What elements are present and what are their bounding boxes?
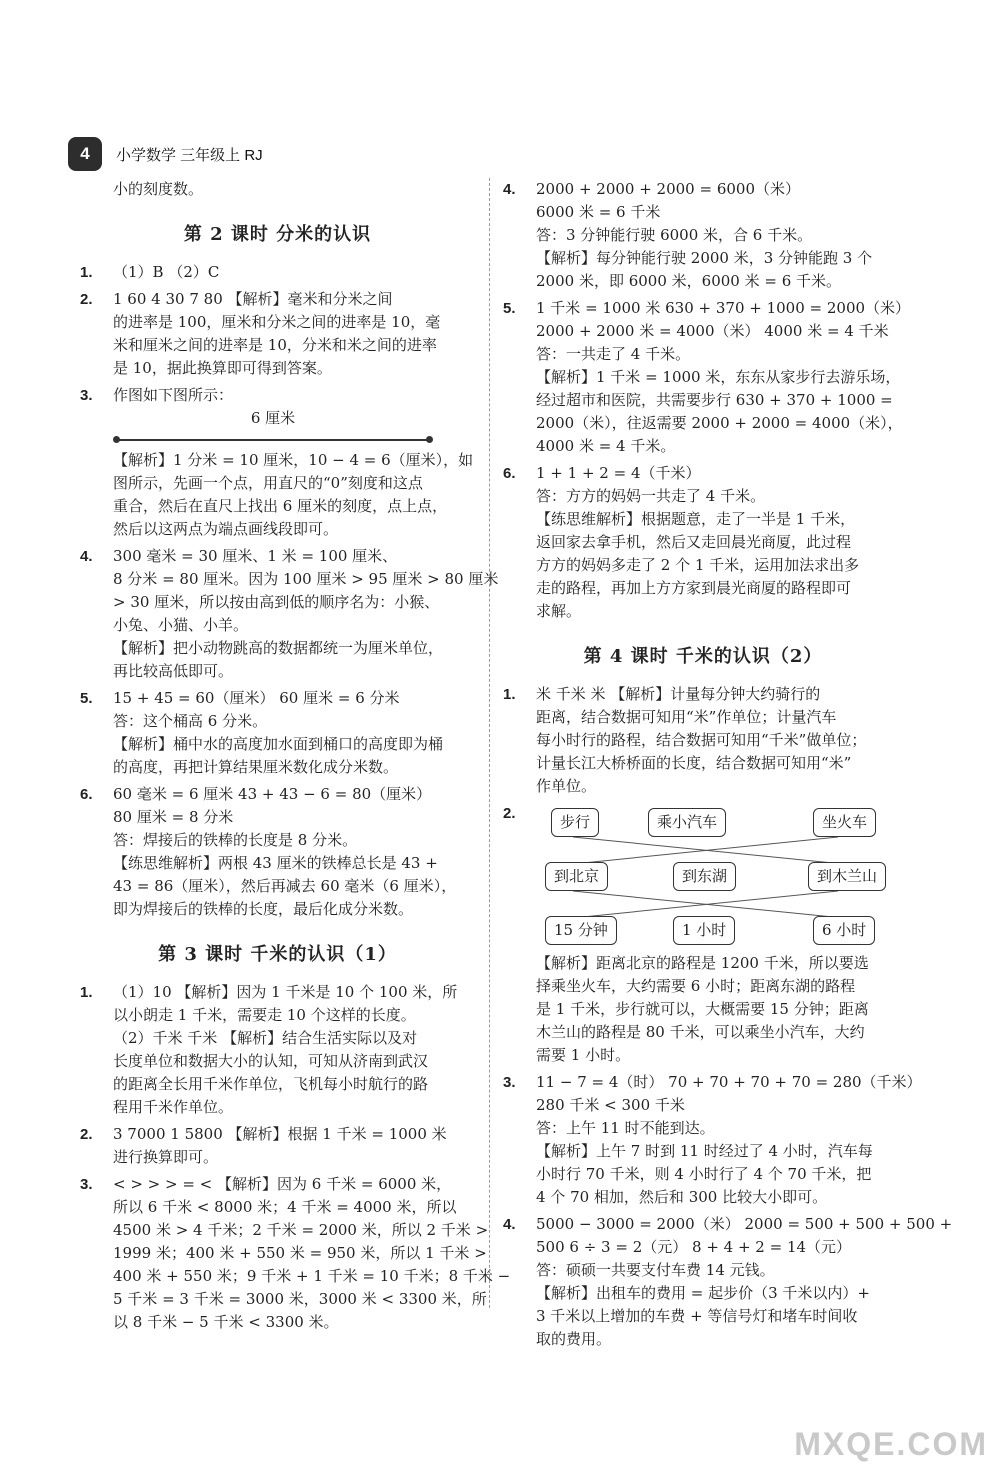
answer-line: [503, 1117, 903, 1140]
answer-line: [80, 568, 499, 591]
line-text: 小兔、小猫、小羊。: [113, 616, 249, 634]
line-text: 2000 + 2000 + 2000 = 6000（米）: [536, 180, 801, 198]
line-text: 【练思维解析】两根 43 厘米的铁棒总长是 43 +: [113, 854, 438, 872]
line-text: 2000 米，即 6000 米，6000 米 = 6 千米。: [536, 272, 842, 290]
answer-line: [80, 1219, 489, 1242]
answer-line-numbered: [80, 288, 475, 311]
answer-line-numbered: [503, 462, 903, 485]
line-text: 方方的妈妈多走了 2 个 1 千米，运用加法求出多: [536, 556, 860, 574]
line-text: 程用千米作单位。: [113, 1098, 234, 1116]
question-number: 3.: [80, 1176, 93, 1193]
answer-line: [503, 706, 903, 729]
answer-line: [80, 1050, 475, 1073]
answer-line: [80, 311, 475, 334]
answer-line: [503, 270, 903, 293]
line-text: 答：这个桶高 6 分米。: [113, 712, 268, 730]
column-divider: [489, 178, 490, 1308]
line-text: 求解。: [536, 602, 582, 620]
section-title: 第 4 课时 千米的认识（2）: [583, 646, 823, 667]
question-number: 2.: [503, 805, 516, 822]
line-text: 500 6 ÷ 3 = 2（元） 8 + 4 + 2 = 14（元）: [536, 1238, 852, 1256]
diagram-box: 乘小汽车: [648, 808, 726, 837]
diagram-box: 坐火车: [813, 808, 876, 837]
answer-line-numbered: [80, 687, 475, 710]
line-text: 【解析】1 千米 = 1000 米，东东从家步行去游乐场，: [536, 368, 901, 386]
line-text: 【解析】上午 7 时到 11 时经过了 4 小时，汽车每: [536, 1142, 873, 1160]
answer-line: [503, 389, 903, 412]
line-text: 计量长江大桥桥面的长度，结合数据可知用“米”: [536, 754, 852, 772]
line-text: 长度单位和数据大小的认知，可知从济南到武汉: [113, 1052, 429, 1070]
line-text: 返回家去拿手机，然后又走回晨光商厦，此过程: [536, 533, 852, 551]
line-text: 经过超市和医院，共需要步行 630 + 370 + 1000 =: [536, 391, 893, 409]
line-text: 答：方方的妈妈一共走了 4 千米。: [536, 487, 766, 505]
question-number: 1.: [80, 264, 93, 281]
answer-line: [503, 485, 903, 508]
answer-line-numbered: [503, 178, 903, 201]
line-text: 答：硕硕一共要支付车费 14 元钱。: [536, 1261, 775, 1279]
line-text: 1 60 4 30 7 80 【解析】毫米和分米之间: [113, 290, 393, 308]
question-number: 5.: [503, 300, 516, 317]
line-text: 1 + 1 + 2 = 4（千米）: [536, 464, 701, 482]
line-text: 即为焊接后的铁棒的长度，最后化成分米数。: [113, 900, 414, 918]
line-text: 280 千米 < 300 千米: [536, 1096, 685, 1114]
line-text: 11 − 7 = 4（时） 70 + 70 + 70 + 70 = 280（千米）: [536, 1073, 922, 1091]
line-text: 米和厘米之间的进率是 10，分米和米之间的进率: [113, 336, 437, 354]
line-text: 3 千米以上增加的车费 + 等信号灯和堵车时间收: [536, 1307, 858, 1325]
line-text: 答：焊接后的铁棒的长度是 8 分米。: [113, 831, 358, 849]
answer-line-numbered: [80, 384, 475, 407]
line-text: 1999 米；400 米 + 550 米 = 950 米，所以 1 千米 >: [113, 1244, 487, 1262]
answer-line: [80, 1311, 475, 1334]
line-text: 1 千米 = 1000 米 630 + 370 + 1000 = 2000（米）: [536, 299, 911, 317]
line-text: 【练思维解析】根据题意，走了一半是 1 千米，: [536, 510, 856, 528]
answer-line: [503, 366, 903, 389]
line-text: 然后以这两点为端点画线段即可。: [113, 520, 339, 538]
line-text: 小时行 70 千米，则 4 小时行了 4 个 70 千米，把: [536, 1165, 872, 1183]
answer-line: [503, 1282, 903, 1305]
question-number: 5.: [80, 690, 93, 707]
diagram-box: 到北京: [545, 862, 608, 891]
question-number: 3.: [80, 387, 93, 404]
page-header: [68, 134, 263, 174]
left-column: [80, 178, 511, 1334]
diagram-box: 到东湖: [673, 862, 736, 891]
line-text: 重合，然后在直尺上找出 6 厘米的刻度，点上点，: [113, 497, 448, 515]
line-text: 300 毫米 = 30 厘米、1 米 = 100 厘米、: [113, 547, 398, 565]
line-text: 进行换算即可。: [113, 1148, 219, 1166]
answer-line: [503, 435, 903, 458]
answer-line: [80, 637, 475, 660]
answer-line-numbered: [503, 1213, 953, 1236]
ruler-label: 6 厘米: [250, 409, 296, 427]
line-text: 图所示，先画一个点，用直尺的“0”刻度和这点: [113, 474, 423, 492]
answer-line: [80, 449, 475, 472]
line-text: 60 毫米 = 6 厘米 43 + 43 − 6 = 80（厘米）: [113, 785, 432, 803]
line-text: 所以 6 千米 < 8000 米；4 千米 = 4000 米，所以: [113, 1198, 457, 1216]
answer-line: [503, 1163, 903, 1186]
answer-line: [503, 600, 903, 623]
answer-line: [80, 1096, 475, 1119]
line-text: 【解析】距离北京的路程是 1200 千米，所以要选: [536, 954, 869, 972]
line-text: 答：3 分钟能行驶 6000 米，合 6 千米。: [536, 226, 813, 244]
line-segment-figure: [113, 429, 433, 449]
diagram-box: 1 小时: [673, 916, 735, 945]
answer-line: [80, 898, 475, 921]
line-text: 小的刻度数。: [113, 180, 204, 198]
answer-line: [503, 752, 903, 775]
line-text: 以 8 千米 − 5 千米 < 3300 米。: [113, 1313, 339, 1331]
line-text: 【解析】出租车的费用 = 起步价（3 千米以内）+: [536, 1284, 870, 1302]
line-text: 木兰山的路程是 80 千米，可以乘坐小汽车，大约: [536, 1023, 865, 1041]
section-title: 第 2 课时 分米的认识: [183, 224, 372, 245]
line-text: 43 = 86（厘米），然后再减去 60 毫米（6 厘米），: [113, 877, 457, 895]
answer-line: [80, 1265, 511, 1288]
section-title: 第 3 课时 千米的认识（1）: [158, 944, 397, 965]
answer-line: [80, 495, 475, 518]
line-text: 作单位。: [536, 777, 597, 795]
line-text: 2000 + 2000 米 = 4000（米） 4000 米 = 4 千米: [536, 322, 889, 340]
answer-line: [80, 660, 475, 683]
line-text: 答：一共走了 4 千米。: [536, 345, 691, 363]
answer-line: [503, 577, 903, 600]
answer-line-numbered: [80, 261, 475, 284]
diagram-box: 步行: [551, 808, 599, 837]
line-text: 走的路程，再加上方方家到晨光商厦的路程即可: [536, 579, 852, 597]
question-number: 6.: [503, 465, 516, 482]
answer-line: [503, 1328, 903, 1351]
answer-line: [503, 1044, 903, 1067]
answer-line-numbered: [80, 545, 475, 568]
line-text: 答：上午 11 时不能到达。: [536, 1119, 715, 1137]
answer-line: [503, 998, 903, 1021]
answer-line: [80, 1027, 475, 1050]
answer-line: [503, 554, 903, 577]
line-text: 再比较高低即可。: [113, 662, 234, 680]
answer-line: [80, 1196, 475, 1219]
line-text: 4000 米 = 4 千米。: [536, 437, 676, 455]
answer-line: [503, 1094, 903, 1117]
right-column: [503, 178, 953, 1351]
line-text: > 30 厘米，所以按由高到低的顺序名为：小猴、: [113, 593, 440, 611]
answer-line-numbered: [503, 683, 903, 706]
answer-line: [80, 733, 475, 756]
answer-line: [80, 472, 475, 495]
answer-line: [503, 320, 903, 343]
answer-line-numbered: [80, 783, 475, 806]
answer-line: [503, 224, 903, 247]
answer-line: [503, 1236, 903, 1259]
answer-line: [80, 829, 475, 852]
diagram-box: 6 小时: [813, 916, 875, 945]
book-title: 小学数学 三年级上 RJ: [116, 146, 263, 164]
line-text: 以小朗走 1 千米，需要走 10 个这样的长度。: [113, 1006, 416, 1024]
line-text: 是 1 千米，步行就可以，大概需要 15 分钟；距离: [536, 1000, 869, 1018]
line-text: 6000 米 = 6 千米: [536, 203, 661, 221]
answer-line: [80, 710, 475, 733]
line-text: （1）10 【解析】因为 1 千米是 10 个 100 米，所: [113, 983, 458, 1001]
answer-line: [80, 806, 475, 829]
question-number: 4.: [503, 181, 516, 198]
line-text: 是 10，据此换算即可得到答案。: [113, 359, 332, 377]
line-text: 的高度，再把计算结果厘米数化成分米数。: [113, 758, 399, 776]
line-text: 2000（米），往返需要 2000 + 2000 = 4000（米），: [536, 414, 903, 432]
line-text: 15 + 45 = 60（厘米） 60 厘米 = 6 分米: [113, 689, 400, 707]
line-text: 5000 − 3000 = 2000（米） 2000 = 500 + 500 + 500 +: [536, 1215, 953, 1233]
answer-line: [503, 343, 903, 366]
question-number: 6.: [80, 786, 93, 803]
answer-line: [503, 531, 903, 554]
answer-line: [80, 875, 475, 898]
question-number: 2.: [80, 291, 93, 308]
matching-diagram: [533, 802, 893, 952]
answer-line: [80, 1146, 475, 1169]
answer-line: [503, 201, 903, 224]
answer-line: [80, 1073, 475, 1096]
line-text: （2）千米 千米 【解析】结合生活实际以及对: [113, 1029, 418, 1047]
line-text: 需要 1 小时。: [536, 1046, 631, 1064]
answer-line: [503, 1259, 903, 1282]
line-text: 400 米 + 550 米；9 千米 + 1 千米 = 10 千米；8 千米 −: [113, 1267, 511, 1285]
line-text: 5 千米 = 3 千米 = 3000 米，3000 米 < 3300 米，所: [113, 1290, 487, 1308]
answer-line: [80, 1288, 487, 1311]
question-number: 4.: [503, 1216, 516, 1233]
answer-line: [503, 1021, 903, 1044]
diagram-box: 15 分钟: [545, 916, 617, 945]
answer-line: [80, 1004, 475, 1027]
line-text: 的进率是 100，厘米和分米之间的进率是 10，毫: [113, 313, 441, 331]
answer-line: [503, 1305, 903, 1328]
answer-line: [80, 178, 475, 201]
answer-line-numbered: [80, 1123, 475, 1146]
page-number: 4: [68, 137, 102, 171]
answer-line: [503, 775, 903, 798]
answer-line-numbered: [80, 1173, 475, 1196]
answer-line: [503, 1186, 903, 1209]
question-number: 1.: [503, 686, 516, 703]
line-text: 作图如下图所示：: [113, 386, 234, 404]
answer-line-numbered: [503, 297, 911, 320]
answer-line: [503, 247, 903, 270]
answer-line: [503, 508, 903, 531]
line-text: 距离，结合数据可知用“米”作单位；计量汽车: [536, 708, 837, 726]
question-number: 1.: [80, 984, 93, 1001]
answer-line: [503, 412, 903, 435]
watermark: MXQE.COM: [794, 1426, 988, 1462]
answer-line: [80, 852, 475, 875]
answer-line: [80, 756, 475, 779]
question-number: 2.: [80, 1126, 93, 1143]
answer-line: [503, 1140, 903, 1163]
line-text: < > > > = < 【解析】因为 6 千米 = 6000 米，: [113, 1175, 452, 1193]
answer-line: [80, 518, 475, 541]
line-text: 的距离全长用千米作单位，飞机每小时航行的路: [113, 1075, 429, 1093]
answer-line: [80, 591, 475, 614]
answer-line-numbered: [80, 981, 475, 1004]
line-text: 8 分米 = 80 厘米。因为 100 厘米 > 95 厘米 > 80 厘米: [113, 570, 499, 588]
line-text: 【解析】每分钟能行驶 2000 米，3 分钟能跑 3 个: [536, 249, 873, 267]
answer-line: [503, 729, 903, 752]
answer-line-numbered: [503, 1071, 922, 1094]
line-text: （1）B （2）C: [113, 263, 220, 281]
line-text: 【解析】1 分米 = 10 厘米，10 − 4 = 6（厘米），如: [113, 451, 474, 469]
answer-line: [80, 334, 475, 357]
line-text: 【解析】把小动物跳高的数据都统一为厘米单位，: [113, 639, 444, 657]
answer-line: [80, 614, 475, 637]
question-number: 3.: [503, 1074, 516, 1091]
line-text: 米 千米 米 【解析】计量每分钟大约骑行的: [536, 685, 821, 703]
answer-line: [80, 1242, 487, 1265]
line-text: 4 个 70 相加，然后和 300 比较大小即可。: [536, 1188, 828, 1206]
line-text: 4500 米 > 4 千米；2 千米 = 2000 米，所以 2 千米 >: [113, 1221, 489, 1239]
line-text: 取的费用。: [536, 1330, 612, 1348]
answer-line: [503, 975, 903, 998]
diagram-box: 到木兰山: [808, 862, 886, 891]
line-text: 每小时行的路程，结合数据可知用“千米”做单位；: [536, 731, 867, 749]
line-text: 80 厘米 = 8 分米: [113, 808, 234, 826]
answer-line: [80, 357, 475, 380]
line-text: 择乘坐火车，大约需要 6 小时；距离东湖的路程: [536, 977, 856, 995]
line-text: 3 7000 1 5800 【解析】根据 1 千米 = 1000 米: [113, 1125, 447, 1143]
line-text: 【解析】桶中水的高度加水面到桶口的高度即为桶: [113, 735, 444, 753]
answer-line: [503, 952, 903, 975]
question-number: 4.: [80, 548, 93, 565]
